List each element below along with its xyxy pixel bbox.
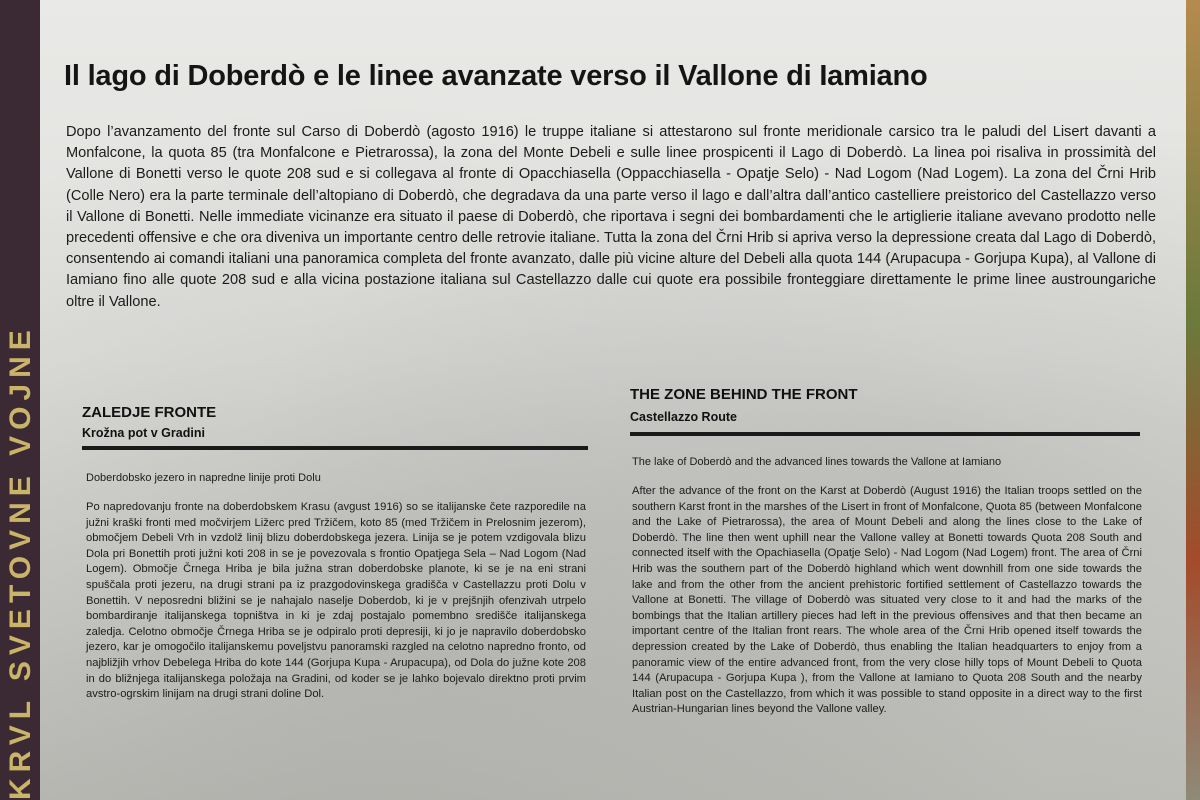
- side-banner-text: KRVL SVETOVNE VOJNE: [4, 324, 37, 800]
- info-panel: [40, 0, 1186, 800]
- intro-paragraph-italian: Dopo l’avanzamento del fronte sul Carso di Doberdò (agosto 1916) le truppe italiane si attestarono sul fronte meridionale carsico tra le paludi del Lisert davanti a Monfalcone, la quota 85 (tra Monfalcone e Pietrarossa), la zona del Monte Debeli e sulle linee prospicenti il Lago di Doberdò. La linea poi risaliva in prossimità del Vallone di Bonetti verso le quote 208 sud e si collegava al fronte di Opacchiasella (Oppacchiasella - Opatje Selo) - Nad Logom (Nad Logem). La zona del Črni Hrib (Colle Nero) era la parte terminale dell’altopiano di Doberdò, che degradava da una parte verso il lago e dall’altra dall’antico castelliere preistorico del Castellazzo verso il Vallone di Bonetti. Nelle immediate vicinanze era situato il paese di Doberdò, che riportava i segni dei bombardamenti che le artiglierie italiane avevano prodotto nelle precedenti offensive e che ora diveniva un importante centro delle retrovie italiane. Tutta la zona del Črni Hrib si apriva verso la depressione creata dal Lago di Doberdò, consentendo ai comandi italiani una panoramica completa del fronte avanzato, dalle più vicine alture del Debeli alla quota 144 (Arupacupa - Gorjupa Kupa), al Vallone di Iamiano fino alle quote 208 sud e alla vicina postazione italiana sul Castellazzo dalle cui quote era possibile fronteggiare direttamente le prime linee austroungariche oltre il Vallone.: [66, 124, 1156, 310]
- slovene-body: Po napredovanju fronte na doberdobskem Krasu (avgust 1916) so se italijanske čete razporedile na južni kraški fronti med močvirjem Ližerc pred Tržičem, koto 85 (med Tržičem in Prelosnim jezerom), območjem Debeli Vrh in vzdolž linij blizu doberdobskega jezera. Linija se je potem vzdigovala blizu Dola pri Bonettih proti južni koti 208 in se je povezovala s frontio Opatjega Sela – Nad Logom (Nad Logem). Območje Črnega Hriba je bila južna stran doberdobske planote, ki se je na eni strani spuščala proti jezeru, na drugi strani pa iz prazgodovinskega gradišča v Castellazzu proti Dolu v Bonettih. V neposredni bližini se je nahajalo naselje Doberdob, ki je v prejšnjih ofenzivah utrpelo bombardiranje italijanskega topništva in ki je zdaj postajalo pomembno središče italijanskega zaledja. Celotno območje Črnega Hriba se je odpiralo proti depresiji, ki jo je napravilo doberdobsko jezero, kar je omogočilo italijanskemu poveljstvu panoramski razgled na celotno napredno fronto, od najbližjih vrhov Debelega Hriba do kote 144 (Gorjupa Kupa - Arupacupa), od Dola do južne kote 208 in do bližnjega italijanskega položaja na Gradini, od koder se je lahko bojevalo direktno proti prvim avstro-ogrskim linijam na drugi strani doline Dol.: [86, 501, 586, 701]
- english-subheading: Castellazzo Route: [630, 410, 737, 424]
- slovene-heading: ZALEDJE FRONTE: [82, 404, 217, 421]
- slovene-subheading: Krožna pot v Gradini: [82, 426, 205, 440]
- english-divider: [630, 432, 1140, 436]
- side-banner: [0, 0, 40, 800]
- english-heading: THE ZONE BEHIND THE FRONT: [630, 386, 858, 403]
- slovene-divider: [82, 446, 588, 450]
- slovene-lead: Doberdobsko jezero in napredne linije proti Dolu: [86, 472, 321, 484]
- english-body: After the advance of the front on the Karst at Doberdò (August 1916) the Italian troops settled on the southern Karst front in the marshes of the Lisert in front of Monfalcone, Quota 85 (between Monfalcone and the Lake of Pietrarossa), the area of Mount Debeli and along the lines close to the Lake of Doberdò. The line then went uphill near the Vallone valley at Bonetti towards Quota 208 South and connected itself with the Opachiasella (Opatje Selo) - Nad Logom (Nad Logem) front. The area of Črni Hrib was the southern part of the Doberdò highland which went downhill from one side towards the lake and from the other from the ancient prehistoric fortified settlement of Castellazzo towards the Vallone at Bonetti. The village of Doberdò was situated very close to it and had the marks of the bombings that the Italian artillery pieces had left in the previous offensives and that then became an important centre of the Italian front rears. The whole area of the Črni Hrib opened itself towards the depression created by the Lake of Doberdò, thus enabling the Italian headquarters to enjoy from a panoramic view of the entire advanced front, from the very close hilly tops of Mount Debeli to Quota 144 (Arupacupa - Gorjupa Kupa ), from the Vallone at Iamiano to Quota 208 South and the nearby Italian post on the Castellazzo, from which it was possible to stand opposite in a direct way to the first Austrian-Hungarian lines beyond the Vallone valley.: [632, 485, 1142, 716]
- background-foliage-edge: [1186, 0, 1200, 800]
- page-title: Il lago di Doberdò e le linee avanzate verso il Vallone di Iamiano: [64, 60, 928, 92]
- english-lead: The lake of Doberdò and the advanced lines towards the Vallone at Iamiano: [632, 456, 1002, 468]
